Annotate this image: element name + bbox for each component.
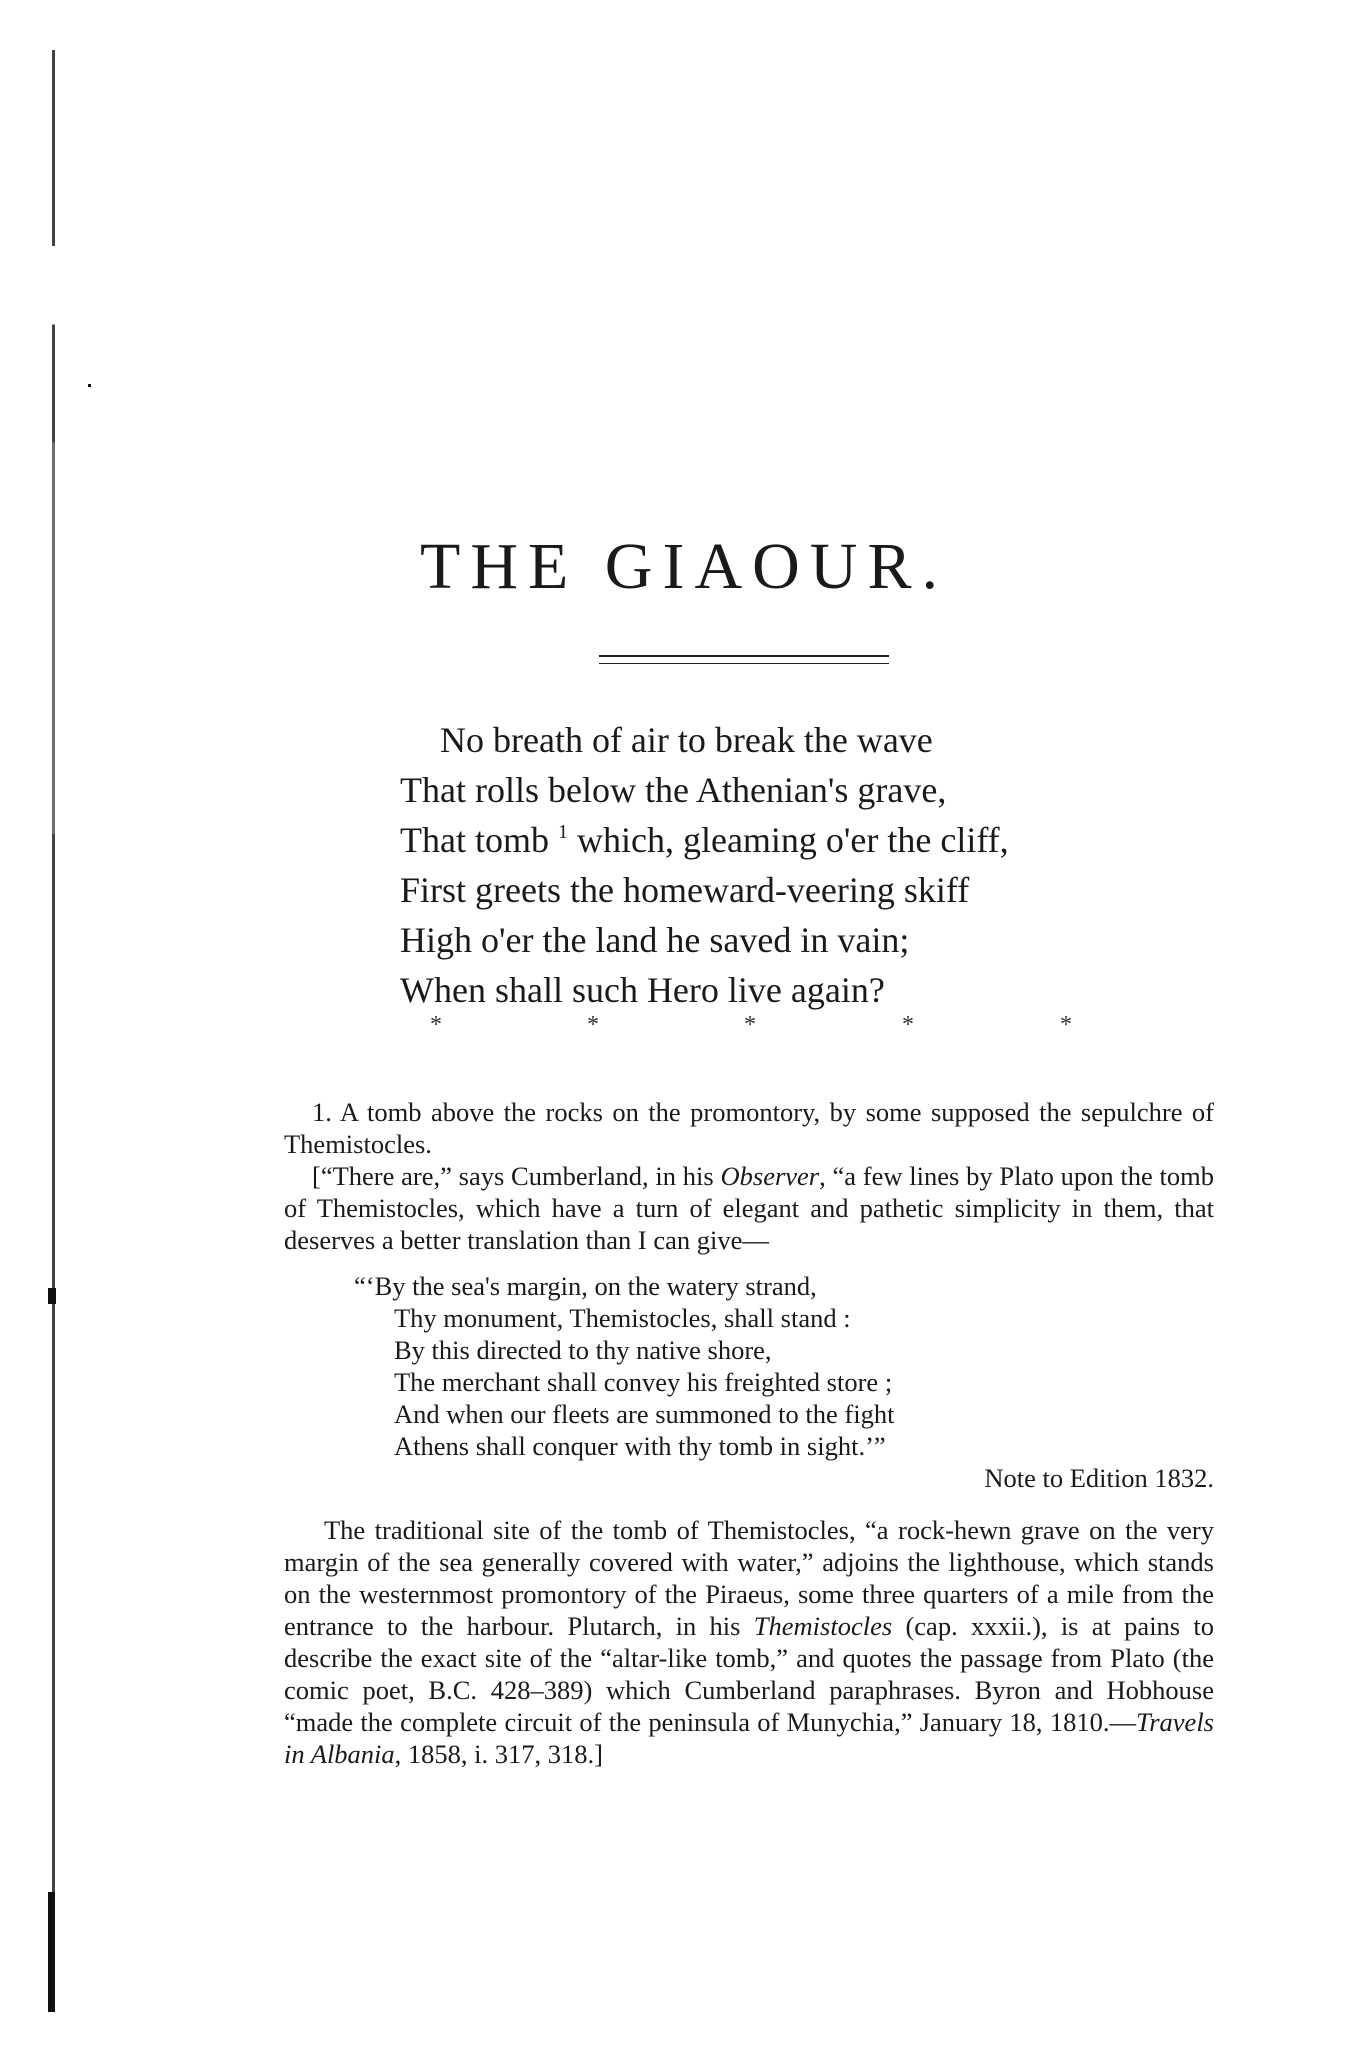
binding-mark bbox=[48, 1892, 55, 2012]
footnote-text: , “a few lines by Plato upon the tomb of Themistocles, which have a turn of elegant and pathetic simplicity in them, that deserves a better translation than I can give— bbox=[284, 1161, 1214, 1255]
verse-line: Athens shall conquer with thy tomb in sight.’” bbox=[394, 1431, 886, 1461]
asterisk: * bbox=[902, 1012, 914, 1038]
poem-line: No breath of air to break the wave bbox=[440, 720, 933, 760]
binding-mark bbox=[48, 1288, 56, 1304]
footnote-text: , 1858, i. 317, 318.] bbox=[394, 1739, 603, 1769]
asterisk: * bbox=[587, 1012, 599, 1038]
asterism bbox=[400, 1012, 1100, 1042]
binding-edge bbox=[52, 50, 55, 2010]
binding-mark bbox=[88, 384, 91, 387]
work-title: Travels in Albania bbox=[284, 1707, 1214, 1769]
footnote-paragraph bbox=[284, 1096, 1214, 1160]
title-rule bbox=[599, 655, 889, 664]
work-title: Themistocles bbox=[753, 1611, 893, 1641]
verse-line: “‘By the sea's margin, on the watery strand, bbox=[354, 1271, 817, 1301]
poem-text: which, gleaming o'er the cliff, bbox=[576, 820, 1009, 860]
work-title: Observer bbox=[720, 1161, 820, 1191]
edition-note: Note to Edition 1832. bbox=[984, 1463, 1214, 1493]
verse-line: Thy monument, Themistocles, shall stand : bbox=[394, 1303, 851, 1333]
verse-line: By this directed to thy native shore, bbox=[394, 1335, 772, 1365]
footnote-ref: 1 bbox=[557, 821, 568, 843]
verse-line: The merchant shall convey his freighted store ; bbox=[394, 1367, 893, 1397]
page-title: THE GIAOUR. bbox=[420, 530, 948, 603]
asterisk: * bbox=[744, 1012, 756, 1038]
poem-line: When shall such Hero live again? bbox=[400, 970, 885, 1010]
footnote-text: A tomb above the rocks on the promontory, by some supposed the sepulchre of Themistocles. bbox=[284, 1097, 1214, 1159]
poem-line: First greets the homeward-veering skiff bbox=[400, 870, 970, 910]
footnote-text: The traditional site of the tomb of Themistocles, “a rock-hewn grave on the very margin of the sea generally covered with water,” adjoins the lighthouse, which stands on the westernmost promontory of the Piraeus, some three quarters of a mile from the entrance to the harbour. Plutarch, in his bbox=[284, 1515, 1214, 1641]
poem-line: High o'er the land he saved in vain; bbox=[400, 920, 910, 960]
poem-line: That rolls below the Athenian's grave, bbox=[400, 770, 947, 810]
asterisk: * bbox=[1060, 1012, 1072, 1038]
footnote-text: (cap. xxxii.), is at pains to describe the exact site of the “altar-like tomb,” and quotes the passage from Plato (the comic poet, B.C. 428–389) which Cumberland paraphrases. Byron and Hobhouse “made the complete circuit of the peninsula of Munychia,” January 18, 1810.— bbox=[284, 1611, 1215, 1737]
footnote-paragraph bbox=[284, 1160, 1214, 1256]
footnote-text: [“There are,” says Cumberland, in his bbox=[312, 1161, 714, 1191]
verse-line: And when our fleets are summoned to the fight bbox=[394, 1399, 895, 1429]
poem-line bbox=[400, 822, 1009, 858]
footnote-paragraph bbox=[284, 1514, 1214, 1770]
asterisk: * bbox=[430, 1012, 442, 1038]
footnote bbox=[284, 1096, 1214, 1770]
poem-text: That tomb bbox=[400, 820, 549, 860]
quoted-verse bbox=[354, 1270, 1214, 1462]
footnote-number: 1. bbox=[312, 1097, 332, 1127]
